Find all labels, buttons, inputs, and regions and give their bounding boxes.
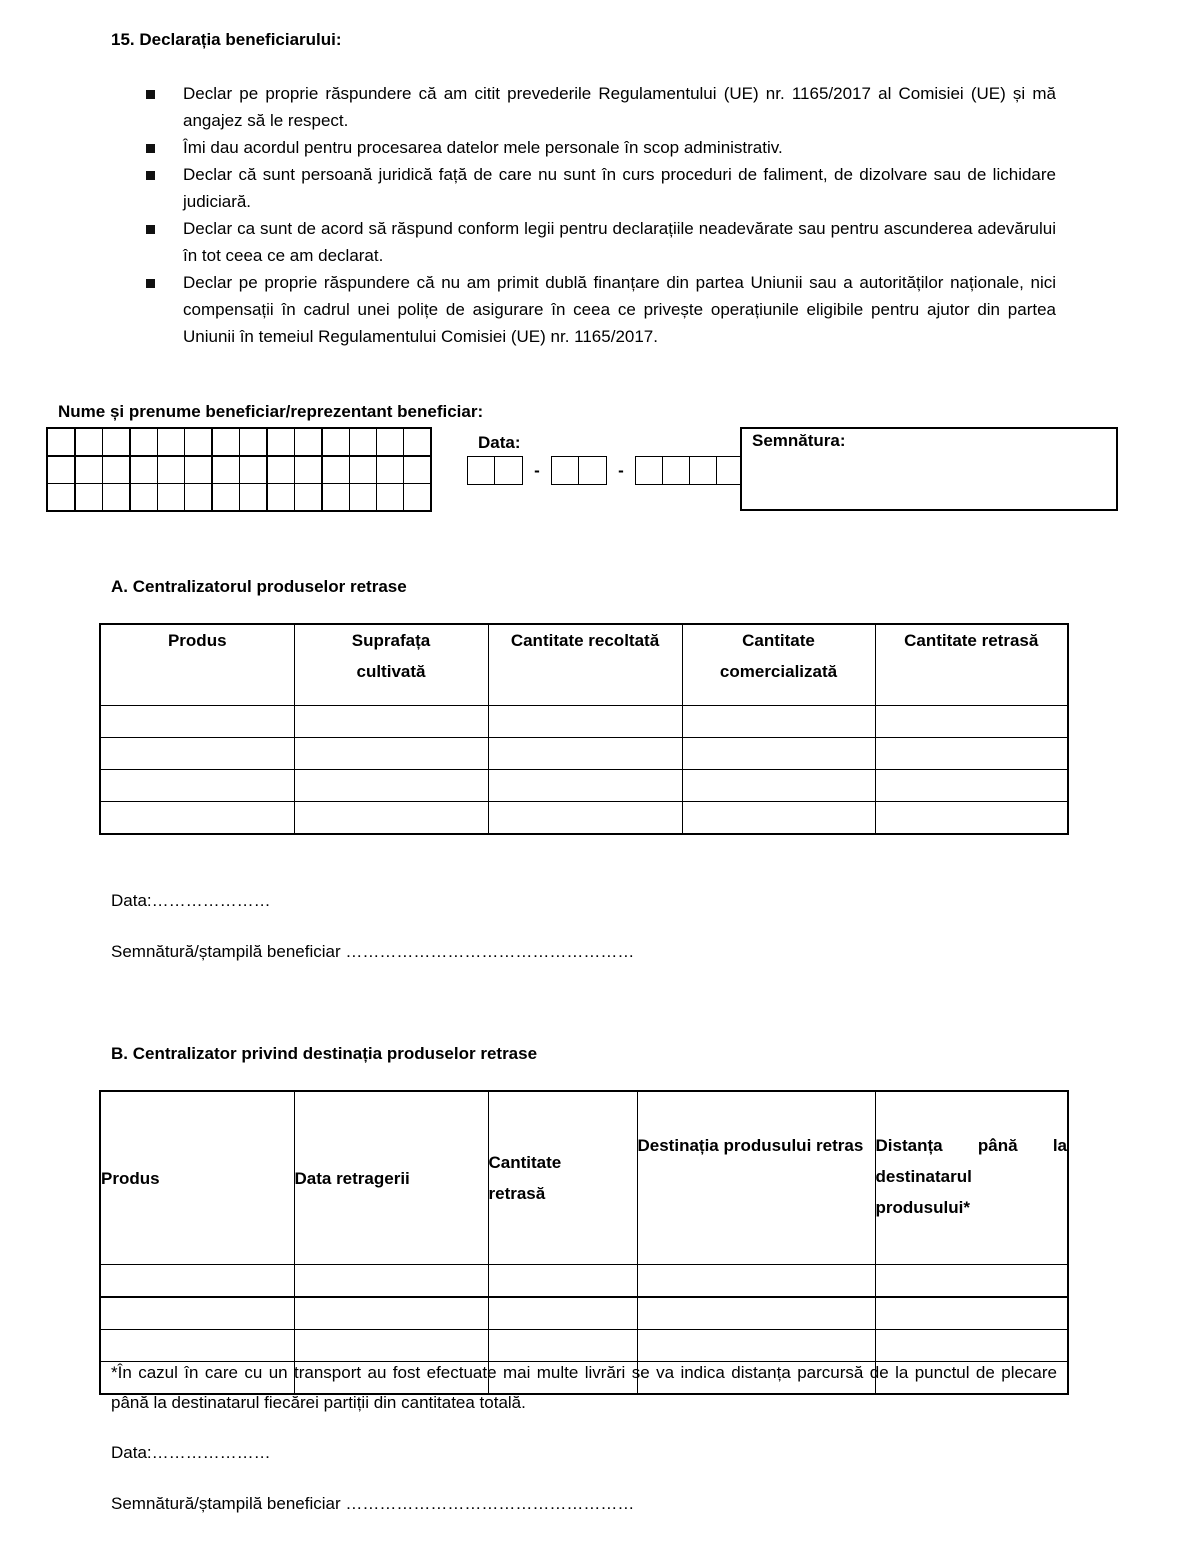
name-char-cell[interactable] [404, 456, 432, 484]
section-a-table [99, 623, 1069, 835]
name-char-cell[interactable] [103, 428, 131, 456]
table-cell[interactable] [294, 738, 488, 770]
table-cell[interactable] [294, 706, 488, 738]
name-char-cell[interactable] [47, 456, 75, 484]
date-separator: - [534, 460, 540, 480]
declaration-item: Declar ca sunt de acord să răspund conform legii pentru declarațiile neadevărate sau pentru ascunderea adevărului în tot ceea ce am declarat. [140, 215, 1056, 269]
date-day-field[interactable] [467, 456, 523, 485]
table-cell[interactable] [682, 706, 875, 738]
name-char-cell[interactable] [377, 428, 404, 456]
column-header: Produs [100, 1091, 294, 1265]
table-cell[interactable] [875, 1330, 1068, 1362]
name-char-cell[interactable] [47, 484, 75, 512]
table-cell[interactable] [682, 738, 875, 770]
signature-box[interactable] [740, 427, 1118, 511]
table-cell[interactable] [100, 770, 294, 802]
name-char-cell[interactable] [267, 428, 295, 456]
declaration-item: Declar că sunt persoană juridică față de care nu sunt în curs proceduri de faliment, de dizolvare sau de lichidare judiciară. [140, 161, 1056, 215]
beneficiary-name-grid[interactable] [46, 427, 432, 512]
table-cell[interactable] [488, 738, 682, 770]
name-char-cell[interactable] [322, 456, 350, 484]
column-header: Produs [100, 624, 294, 706]
name-char-cell[interactable] [322, 484, 350, 512]
date-month-field[interactable] [551, 456, 607, 485]
name-char-cell[interactable] [350, 456, 377, 484]
table-cell[interactable] [875, 1297, 1068, 1330]
name-char-cell[interactable] [267, 456, 295, 484]
table-header-row [100, 1091, 1068, 1265]
name-char-cell[interactable] [185, 428, 213, 456]
table-cell[interactable] [682, 802, 875, 835]
name-char-cell[interactable] [322, 428, 350, 456]
name-char-cell[interactable] [295, 484, 323, 512]
table-row [100, 802, 1068, 835]
bullet-square-icon [146, 171, 155, 180]
section-b-date-line[interactable]: Data:………………… [111, 1443, 271, 1462]
table-cell[interactable] [488, 706, 682, 738]
table-cell[interactable] [875, 738, 1068, 770]
name-char-cell[interactable] [158, 456, 185, 484]
name-char-cell[interactable] [240, 484, 268, 512]
signature-label: Semnătura: [752, 431, 846, 450]
section-b-footnote: *În cazul în care cu un transport au fost efectuate mai multe livrări se va indica distanța parcursă de la punctul de plecare până la destinatarul fiecărei partiții din cantitatea totală. [111, 1363, 1057, 1412]
name-char-cell[interactable] [158, 428, 185, 456]
date-separator: - [618, 460, 624, 480]
date-fields [467, 456, 745, 485]
bullet-square-icon [146, 225, 155, 234]
table-cell[interactable] [294, 1297, 488, 1330]
table-cell[interactable] [294, 802, 488, 835]
beneficiary-name-label: Nume și prenume beneficiar/reprezentant beneficiar: [58, 402, 484, 421]
name-char-cell[interactable] [130, 428, 158, 456]
table-cell[interactable] [100, 1265, 294, 1298]
name-char-cell[interactable] [103, 456, 131, 484]
section-a-title: A. Centralizatorul produselor retrase [111, 577, 407, 596]
table-cell[interactable] [294, 770, 488, 802]
table-row [100, 1265, 1068, 1298]
section-a-signature-line[interactable]: Semnătură/ștampilă beneficiar …………………………………………… [111, 942, 635, 961]
name-char-cell[interactable] [103, 484, 131, 512]
section-b-signature-line[interactable]: Semnătură/ștampilă beneficiar …………………………………………… [111, 1494, 635, 1513]
name-char-cell[interactable] [295, 428, 323, 456]
table-cell[interactable] [488, 770, 682, 802]
table-cell[interactable] [294, 1330, 488, 1362]
column-header: Cantitate comercializată [682, 624, 875, 706]
table-cell[interactable] [875, 1265, 1068, 1298]
name-char-cell[interactable] [377, 456, 404, 484]
table-cell[interactable] [294, 1265, 488, 1298]
table-cell[interactable] [875, 802, 1068, 835]
column-header: Distanța până la destinatarul produsului* [875, 1091, 1068, 1265]
table-row [100, 738, 1068, 770]
name-char-cell[interactable] [75, 456, 103, 484]
name-char-cell[interactable] [350, 484, 377, 512]
section-b-title: B. Centralizator privind destinația produselor retrase [111, 1044, 538, 1063]
section-a-date-line[interactable]: Data:………………… [111, 891, 271, 910]
table-header-row [100, 624, 1068, 706]
table-cell[interactable] [637, 1297, 875, 1330]
section-b-table [99, 1090, 1069, 1395]
name-char-cell[interactable] [75, 428, 103, 456]
table-cell[interactable] [488, 1297, 637, 1330]
bullet-square-icon [146, 279, 155, 288]
name-char-cell[interactable] [212, 484, 240, 512]
table-row [100, 706, 1068, 738]
name-char-cell[interactable] [404, 484, 432, 512]
name-char-cell[interactable] [267, 484, 295, 512]
name-char-cell[interactable] [47, 428, 75, 456]
declaration-list [140, 80, 1056, 350]
name-char-cell[interactable] [158, 484, 185, 512]
column-header: Cantitate retrasă [488, 1091, 637, 1265]
table-cell[interactable] [488, 1330, 637, 1362]
table-cell[interactable] [682, 770, 875, 802]
name-char-cell[interactable] [130, 456, 158, 484]
table-cell[interactable] [100, 738, 294, 770]
column-header: Data retragerii [294, 1091, 488, 1265]
date-label: Data: [478, 433, 521, 452]
name-char-cell[interactable] [377, 484, 404, 512]
table-cell[interactable] [637, 1265, 875, 1298]
column-header: Destinația produsului retras [637, 1091, 875, 1265]
name-char-cell[interactable] [212, 456, 240, 484]
table-cell[interactable] [488, 802, 682, 835]
name-char-cell[interactable] [350, 428, 377, 456]
declaration-item: Îmi dau acordul pentru procesarea datelor mele personale în scop administrativ. [140, 134, 1056, 161]
table-cell[interactable] [100, 1330, 294, 1362]
name-char-cell[interactable] [295, 456, 323, 484]
bullet-square-icon [146, 144, 155, 153]
table-row [100, 1297, 1068, 1330]
name-char-cell[interactable] [240, 456, 268, 484]
declaration-heading: 15. Declarația beneficiarului: [111, 30, 342, 49]
column-header: Suprafața cultivată [294, 624, 488, 706]
name-char-cell[interactable] [404, 428, 432, 456]
name-char-cell[interactable] [75, 484, 103, 512]
table-cell[interactable] [100, 706, 294, 738]
column-header: Cantitate retrasă [875, 624, 1068, 706]
table-cell[interactable] [100, 802, 294, 835]
column-header: Cantitate recoltată [488, 624, 682, 706]
table-cell[interactable] [637, 1330, 875, 1362]
table-cell[interactable] [100, 1297, 294, 1330]
name-char-cell[interactable] [185, 456, 213, 484]
table-row [100, 1330, 1068, 1362]
name-char-cell[interactable] [185, 484, 213, 512]
table-cell[interactable] [875, 706, 1068, 738]
table-row [100, 770, 1068, 802]
bullet-square-icon [146, 90, 155, 99]
table-cell[interactable] [488, 1265, 637, 1298]
date-year-field[interactable] [635, 456, 745, 485]
name-char-cell[interactable] [130, 484, 158, 512]
name-char-cell[interactable] [240, 428, 268, 456]
table-cell[interactable] [875, 770, 1068, 802]
declaration-item: Declar pe proprie răspundere că nu am primit dublă finanțare din partea Uniunii sau a autorităților naționale, nici compensații în cadrul unei polițe de asigurare în ceea ce privește operațiunile eligibile pentru ajutor din partea Uniunii în temeiul Regulamentului Comisiei (UE) nr. 1165/2017. [140, 269, 1056, 350]
name-char-cell[interactable] [212, 428, 240, 456]
declaration-item: Declar pe proprie răspundere că am citit prevederile Regulamentului (UE) nr. 1165/2017 al Comisiei (UE) și mă angajez să le respect. [140, 80, 1056, 134]
